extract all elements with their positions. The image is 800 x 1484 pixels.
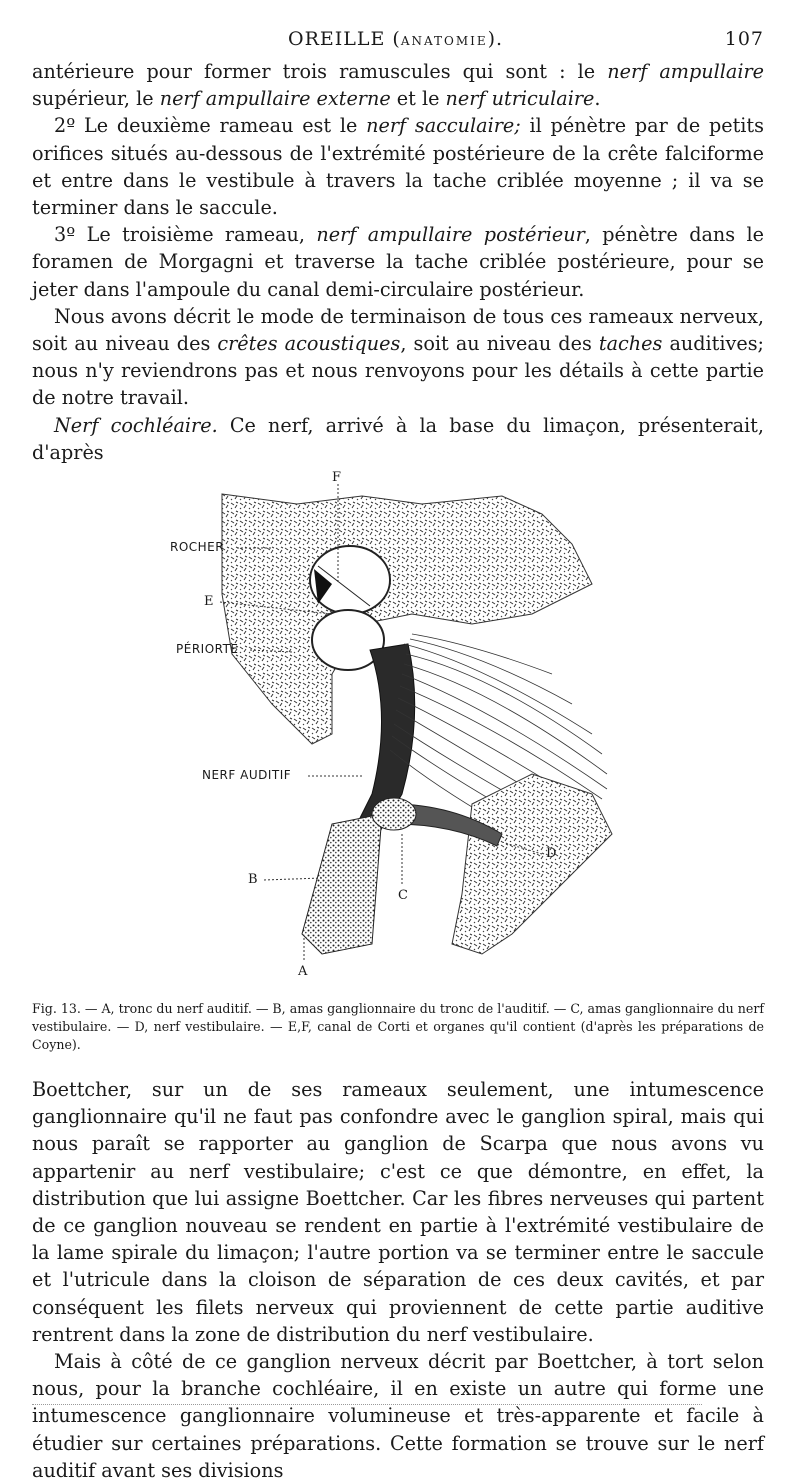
- running-title: [288, 28, 503, 50]
- figure-label-periorte: PÉRIORTE: [176, 642, 239, 657]
- figure-label-f: F: [332, 470, 342, 486]
- ganglion-vestibular: [372, 798, 416, 830]
- paragraph-3: 3º Le troisième rameau, nerf ampullaire postérieur, pénètre dans le foramen de Morgagni et traverse la tache criblée postérieure, pour se jeter dans l'ampoule du canal demi-circulaire postérieur.: [32, 223, 765, 301]
- paragraph-2: 2º Le deuxième rameau est le nerf sacculaire; il pénètre par de petits orifices situés au-dessous de l'extrémité postérieure de la crête falciforme et entre dans le vestibule à travers la tache criblée moyenne ; il va se terminer dans le saccule.: [32, 114, 764, 220]
- page-number: 107: [724, 28, 764, 50]
- figure-label-a: A: [298, 964, 308, 980]
- running-head: [32, 28, 764, 58]
- paragraph-1: antérieure pour former trois ramuscules qui sont : le nerf ampullaire supérieur, le nerf ampullaire externe et le nerf utriculaire.: [32, 60, 764, 111]
- figure-label-b: B: [248, 872, 259, 888]
- paragraph-4: Nous avons décrit le mode de terminaison de tous ces rameaux nerveux, soit au niveau des crêtes acoustiques, soit au niveau des taches auditives; nous n'y reviendrons pas et nous renvoyons pour les détails à cette partie de notre travail.: [32, 304, 765, 410]
- footer-dotted-rule: [32, 1404, 702, 1405]
- figure-label-e: E: [204, 594, 214, 610]
- figure-label-rocher: ROCHER: [170, 540, 225, 555]
- figure-caption: Fig. 13. — A, tronc du nerf auditif. — B, amas ganglionnaire du tronc de l'auditif. — C, amas ganglionnaire du nerf vestibulaire. — D, nerf vestibulaire. — E,F, canal de Corti et organes qu'il contient (d'après les préparations de Coyne).: [32, 1001, 765, 1053]
- lower-bone: [452, 774, 612, 954]
- figure-label-nerf-auditif: NERF AUDITIF: [202, 768, 292, 783]
- ganglion-trunk: [302, 814, 382, 954]
- running-title-end: ).: [487, 28, 504, 50]
- ear-anatomy-engraving: [32, 474, 764, 994]
- body-text-top: [32, 58, 764, 466]
- body-text-bottom: [32, 1076, 764, 1484]
- paragraph-6: Boettcher, sur un de ses rameaux seulement, une intumescence ganglionnaire qu'il ne faut pas confondre avec le ganglion spiral, mais qui nous paraît se rapporter au ganglion de Scarpa que nous avons vu appartenir au nerf vestibulaire; c'est ce que démontre, en effet, la distribution que lui assigne Boettcher. Car les fibres nerveuses qui partent de ce ganglion nouveau se rendent en partie à l'extrémité vestibulaire de la lame spirale du limaçon; l'autre portion va se terminer entre le saccule et l'utricule dans la cloison de séparation de ces deux cavités, et par conséquent les filets nerveux qui proviennent de cette partie auditive rentrent dans la zone de distribution du nerf vestibulaire.: [32, 1078, 764, 1346]
- paragraph-7: Mais à côté de ce ganglion nerveux décrit par Boettcher, à tort selon nous, pour la branche cochléaire, il en existe un autre qui forme une intumescence ganglionnaire volumineuse et très-apparente et facile à étudier sur certaines préparations. Cette formation se trouve sur le nerf auditif avant ses divisions: [32, 1350, 764, 1482]
- figure-13: [32, 470, 764, 994]
- figure-label-d: D: [546, 846, 557, 862]
- running-title-smallcaps: ANATOMIE: [400, 34, 488, 48]
- page: [32, 28, 764, 1484]
- paragraph-5: Nerf cochléaire. Ce nerf, arrivé à la base du limaçon, présenterait, d'après: [32, 413, 764, 464]
- running-title-main: OREILLE (: [288, 28, 401, 50]
- figure-label-c: C: [398, 888, 409, 904]
